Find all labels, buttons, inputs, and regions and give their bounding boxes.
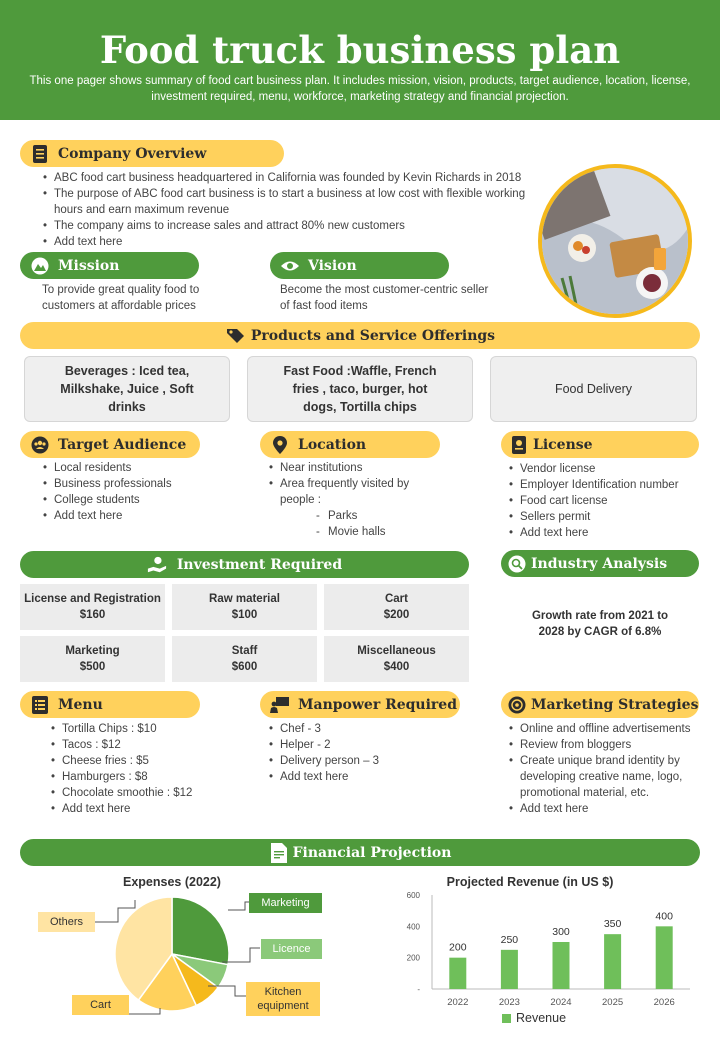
products-heading (20, 322, 700, 349)
list-item: • Online and offline advertisements (508, 721, 700, 737)
products-title: Products and Service Offerings (250, 327, 496, 344)
list-item: • Employer Identification number (508, 477, 708, 493)
legend-label: Revenue (516, 1011, 567, 1025)
list-item: • College students (42, 492, 242, 508)
list-item: • Chef - 3 (268, 721, 468, 737)
list-item: • Local residents (42, 460, 242, 476)
investment-cell (324, 636, 469, 682)
legend-swatch (502, 1014, 511, 1023)
investment-label: Raw material (209, 593, 280, 605)
list-item: - Movie halls (316, 524, 436, 540)
list-item: • Add text here (508, 525, 708, 541)
manpower-title: Manpower Required (298, 696, 457, 713)
map-pin-icon (270, 435, 290, 455)
list-item: • Tacos : $12 (50, 737, 250, 753)
list-item: • Helper - 2 (268, 737, 468, 753)
revenue-legend (502, 1011, 566, 1025)
investment-title: Investment Required (176, 556, 343, 573)
list-item: • Food cart license (508, 493, 708, 509)
product-fast-food: Fast Food :Waffle, French fries , taco, burger, hot dogs, Tortilla chips (247, 356, 473, 422)
list-item: • Delivery person – 3 (268, 753, 468, 769)
mission-text: To provide great quality food to customers at affordable prices (42, 284, 200, 312)
revenue-bar-2023 (501, 950, 518, 989)
bar-data-label: 400 (655, 910, 673, 923)
location-heading (260, 431, 440, 458)
expenses-chart-title: Expenses (2022) (123, 875, 221, 889)
investment-value: $100 (231, 609, 258, 621)
company-overview-heading (20, 140, 284, 167)
target-audience-heading (20, 431, 200, 458)
revenue-bar-2025 (604, 934, 621, 989)
investment-value: $400 (383, 661, 410, 673)
revenue-chart-title: Projected Revenue (in US $) (446, 875, 614, 889)
investment-cell (324, 584, 469, 630)
investment-label: Marketing (65, 645, 120, 657)
bar-data-label: 300 (552, 926, 570, 938)
investment-heading (20, 551, 469, 578)
picnic-photo (538, 164, 692, 318)
list-item: • Near institutions (268, 460, 438, 476)
list-item: • ABC food cart business headquartered in California was founded by Kevin Richards in 2018 (42, 170, 542, 186)
investment-label: Miscellaneous (357, 645, 436, 657)
list-item: • Hamburgers : $8 (50, 769, 250, 785)
pie-label-others: Others (38, 912, 95, 932)
bar-data-label: 250 (500, 933, 519, 946)
industry-analysis-heading (501, 550, 699, 577)
money-hand-icon (147, 555, 167, 575)
investment-cell (20, 584, 165, 630)
license-heading (501, 431, 699, 458)
company-overview-list (42, 170, 542, 250)
list-item: • Cheese fries : $5 (50, 753, 250, 769)
y-tick-label: - (417, 985, 420, 994)
bar-data-label: 350 (603, 918, 622, 931)
location-sublist (316, 508, 436, 540)
pie-label-marketing: Marketing (249, 893, 322, 913)
vision-heading (270, 252, 449, 279)
location-title: Location (298, 436, 367, 453)
list-item: • Add text here (42, 508, 242, 524)
investment-value: $160 (79, 609, 106, 621)
marketing-strategies-title: Marketing Strategies (531, 696, 699, 713)
menu-heading (20, 691, 200, 718)
license-list (508, 461, 708, 541)
list-item: • The company aims to increase sales and attract 80% new customers (42, 218, 542, 234)
list-item: • Chocolate smoothie : $12 (50, 785, 250, 801)
document-icon (30, 144, 50, 164)
company-overview-title: Company Overview (58, 145, 207, 162)
revenue-bar-2022 (449, 958, 466, 989)
vision-text: Become the most customer-centric seller of fast food items (280, 284, 489, 312)
list-item: • The purpose of ABC food cart business is to start a business at low cost with flexible working hours and earn maximum revenue (42, 186, 542, 218)
x-tick-label: 2023 (498, 997, 520, 1008)
report-icon (269, 843, 289, 863)
pie-label-kitchen-equipment: Kitchen equipment (246, 982, 320, 1016)
investment-value: $600 (231, 661, 258, 673)
y-tick-label: 600 (406, 891, 420, 900)
list-item: • Create unique brand identity by developing creative name, logo, promotional material, etc. (508, 753, 700, 801)
list-item: • Add text here (508, 801, 700, 817)
pie-label-cart: Cart (72, 995, 129, 1015)
target-strategy-icon (507, 695, 527, 715)
list-item: • Area frequently visited by people : (268, 476, 438, 508)
target-audience-title: Target Audience (58, 436, 187, 453)
magnifier-chart-icon (507, 554, 527, 574)
manpower-heading (260, 691, 460, 718)
list-item: • Business professionals (42, 476, 242, 492)
page-subtitle: This one pager shows summary of food cart business plan. It includes mission, vision, products, target audience, location, license, investment required, menu, workforce, marketing strategy and financial projection. (29, 75, 691, 103)
investment-value: $200 (383, 609, 410, 621)
list-item: • Add text here (268, 769, 468, 785)
investment-cell (172, 636, 317, 682)
industry-analysis-title: Industry Analysis (531, 555, 668, 572)
license-badge-icon (509, 435, 529, 455)
revenue-bar-2026 (656, 926, 673, 989)
pie-slice-marketing (172, 897, 229, 965)
list-item: • Add text here (42, 234, 542, 250)
marketing-strategies-heading (501, 691, 699, 718)
eye-icon (280, 256, 300, 276)
people-icon (30, 435, 50, 455)
mission-heading (20, 252, 199, 279)
mission-title: Mission (58, 257, 120, 274)
product-beverages: Beverages : Iced tea, Milkshake, Juice , Soft drinks (24, 356, 230, 422)
leader-line (228, 902, 250, 910)
bar-data-label: 200 (449, 941, 467, 954)
investment-cell (20, 636, 165, 682)
license-title: License (533, 436, 593, 453)
list-item: • Review from bloggers (508, 737, 700, 753)
menu-title: Menu (58, 696, 103, 713)
list-item: • Vendor license (508, 461, 708, 477)
pie-label-licence: Licence (261, 939, 322, 959)
y-tick-label: 400 (406, 922, 420, 932)
x-tick-label: 2022 (447, 997, 469, 1008)
food-tag-icon (225, 326, 245, 346)
mountain-icon (30, 256, 50, 276)
industry-analysis-text: Growth rate from 2021 to 2028 by CAGR of 6.8% (531, 610, 669, 638)
vision-title: Vision (308, 257, 357, 274)
financial-projection-title: Financial Projection (292, 844, 452, 861)
page-title: Food truck business plan (99, 28, 621, 72)
y-tick-label: 200 (406, 953, 420, 963)
x-tick-label: 2024 (550, 997, 572, 1008)
list-item: • Add text here (50, 801, 250, 817)
investment-label: Cart (384, 593, 408, 605)
revenue-bar-2024 (553, 942, 570, 989)
location-list (268, 460, 438, 508)
list-item: - Parks (316, 508, 436, 524)
investment-label: License and Registration (24, 593, 161, 605)
investment-cell (172, 584, 317, 630)
menu-list-icon (30, 695, 50, 715)
list-item: • Sellers permit (508, 509, 708, 525)
product-food-delivery: Food Delivery (490, 356, 697, 422)
investment-value: $500 (79, 661, 106, 673)
menu-list (50, 721, 250, 817)
marketing-strategies-list (508, 721, 700, 817)
target-audience-list (42, 460, 242, 524)
list-item: • Tortilla Chips : $10 (50, 721, 250, 737)
x-tick-label: 2025 (602, 997, 624, 1008)
manpower-list (268, 721, 468, 785)
financial-projection-heading (20, 839, 700, 866)
x-tick-label: 2026 (653, 997, 675, 1008)
header-banner (0, 0, 720, 120)
presenter-icon (270, 695, 290, 715)
investment-label: Staff (231, 645, 258, 657)
